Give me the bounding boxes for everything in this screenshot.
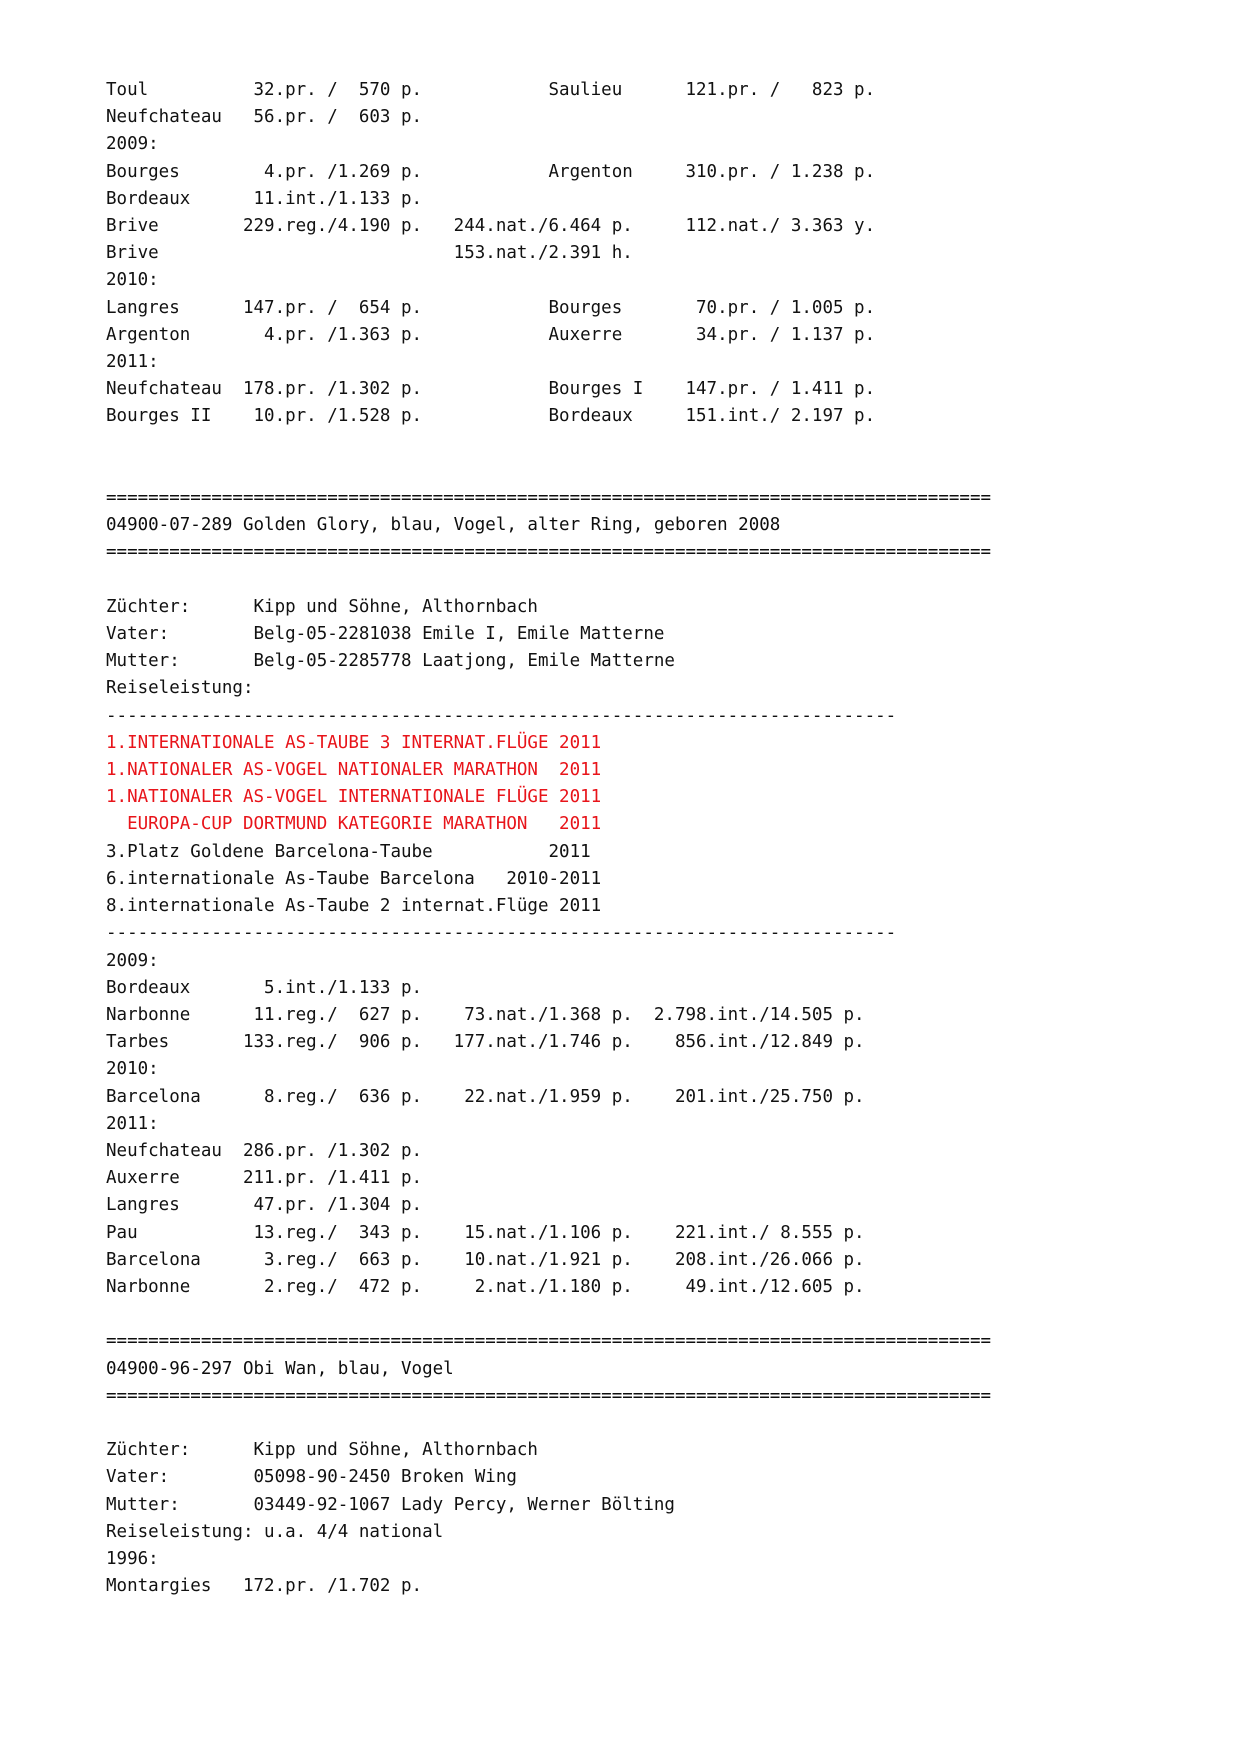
- award-line: 6.internationale As-Taube Barcelona 2010-2011: [106, 868, 602, 889]
- result-row: Neufchateau 178.pr. /1.302 p. Bourges I 147.pr. / 1.411 p.: [106, 379, 876, 400]
- result-row: Argenton 4.pr. /1.363 p. Auxerre 34.pr. / 1.137 p.: [106, 324, 876, 345]
- result-row: Narbonne 11.reg./ 627 p. 73.nat./1.368 p. 2.798.int./14.505 p.: [106, 1004, 865, 1025]
- result-row: Barcelona 8.reg./ 636 p. 22.nat./1.959 p. 201.int./25.750 p.: [106, 1086, 865, 1107]
- equals-separator: ====================================================================================: [106, 488, 992, 509]
- pigeon-heading: 04900-07-289 Golden Glory, blau, Vogel, alter Ring, geboren 2008: [106, 515, 781, 536]
- result-row: Bordeaux 11.int./1.133 p.: [106, 188, 423, 209]
- result-row: Langres 147.pr. / 654 p. Bourges 70.pr. / 1.005 p.: [106, 297, 876, 318]
- blank-line: [106, 431, 1240, 458]
- pedigree-line: Züchter: Kipp und Söhne, Althornbach: [106, 596, 538, 617]
- pedigree-line: Reiseleistung:: [106, 678, 254, 699]
- year-label: 2011:: [106, 1113, 159, 1134]
- pigeon-heading: 04900-96-297 Obi Wan, blau, Vogel: [106, 1358, 454, 1379]
- result-row: Neufchateau 56.pr. / 603 p.: [106, 107, 423, 128]
- year-label: 2011:: [106, 352, 159, 373]
- year-label: 2009:: [106, 134, 159, 155]
- result-row: Bourges II 10.pr. /1.528 p. Bordeaux 151.int./ 2.197 p.: [106, 406, 876, 427]
- blank-line: [106, 1410, 1240, 1437]
- dash-separator: ---------------------------------------------------------------------------: [106, 705, 897, 726]
- pedigree-line: Vater: Belg-05-2281038 Emile I, Emile Matterne: [106, 624, 665, 645]
- pedigree-line: Vater: 05098-90-2450 Broken Wing: [106, 1467, 517, 1488]
- award-line-red: EUROPA-CUP DORTMUND KATEGORIE MARATHON 2011: [106, 814, 602, 835]
- result-row: Tarbes 133.reg./ 906 p. 177.nat./1.746 p. 856.int./12.849 p.: [106, 1032, 865, 1053]
- pedigree-line: Züchter: Kipp und Söhne, Althornbach: [106, 1440, 538, 1461]
- result-row: Bordeaux 5.int./1.133 p.: [106, 977, 423, 998]
- pedigree-line: Mutter: 03449-92-1067 Lady Percy, Werner Bölting: [106, 1494, 675, 1515]
- result-row: Toul 32.pr. / 570 p. Saulieu 121.pr. / 823 p.: [106, 80, 876, 100]
- result-row: Brive 153.nat./2.391 h.: [106, 243, 633, 264]
- blank-line: [106, 458, 1240, 485]
- result-row: Pau 13.reg./ 343 p. 15.nat./1.106 p. 221.int./ 8.555 p.: [106, 1222, 865, 1243]
- result-row: Neufchateau 286.pr. /1.302 p.: [106, 1140, 423, 1161]
- result-row: Barcelona 3.reg./ 663 p. 10.nat./1.921 p. 208.int./26.066 p.: [106, 1249, 865, 1270]
- result-row: Montargies 172.pr. /1.702 p.: [106, 1576, 423, 1597]
- result-row: Narbonne 2.reg./ 472 p. 2.nat./1.180 p. 49.int./12.605 p.: [106, 1276, 865, 1297]
- year-label: 2010:: [106, 1059, 159, 1080]
- result-row: Auxerre 211.pr. /1.411 p.: [106, 1168, 423, 1189]
- award-line: 8.internationale As-Taube 2 internat.Flüge 2011: [106, 896, 602, 917]
- blank-line: [106, 1301, 1240, 1328]
- equals-separator: ====================================================================================: [106, 542, 992, 563]
- equals-separator: ====================================================================================: [106, 1331, 992, 1352]
- year-label: 2010:: [106, 270, 159, 291]
- year-label: 1996:: [106, 1548, 159, 1569]
- dash-separator: ---------------------------------------------------------------------------: [106, 923, 897, 944]
- award-line: 3.Platz Goldene Barcelona-Taube 2011: [106, 841, 591, 862]
- result-row: Bourges 4.pr. /1.269 p. Argenton 310.pr. / 1.238 p.: [106, 161, 876, 182]
- award-line-red: 1.NATIONALER AS-VOGEL NATIONALER MARATHON 2011: [106, 760, 602, 781]
- award-line-red: 1.NATIONALER AS-VOGEL INTERNATIONALE FLÜGE 2011: [106, 787, 602, 808]
- year-label: 2009:: [106, 950, 159, 971]
- result-row: Brive 229.reg./4.190 p. 244.nat./6.464 p. 112.nat./ 3.363 y.: [106, 216, 876, 237]
- pedigree-line: Reiseleistung: u.a. 4/4 national: [106, 1521, 444, 1542]
- equals-separator: ====================================================================================: [106, 1385, 992, 1406]
- blank-line: [106, 567, 1240, 594]
- result-row: Langres 47.pr. /1.304 p.: [106, 1195, 423, 1216]
- pedigree-line: Mutter: Belg-05-2285778 Laatjong, Emile Matterne: [106, 651, 675, 672]
- award-line-red: 1.INTERNATIONALE AS-TAUBE 3 INTERNAT.FLÜGE 2011: [106, 732, 602, 753]
